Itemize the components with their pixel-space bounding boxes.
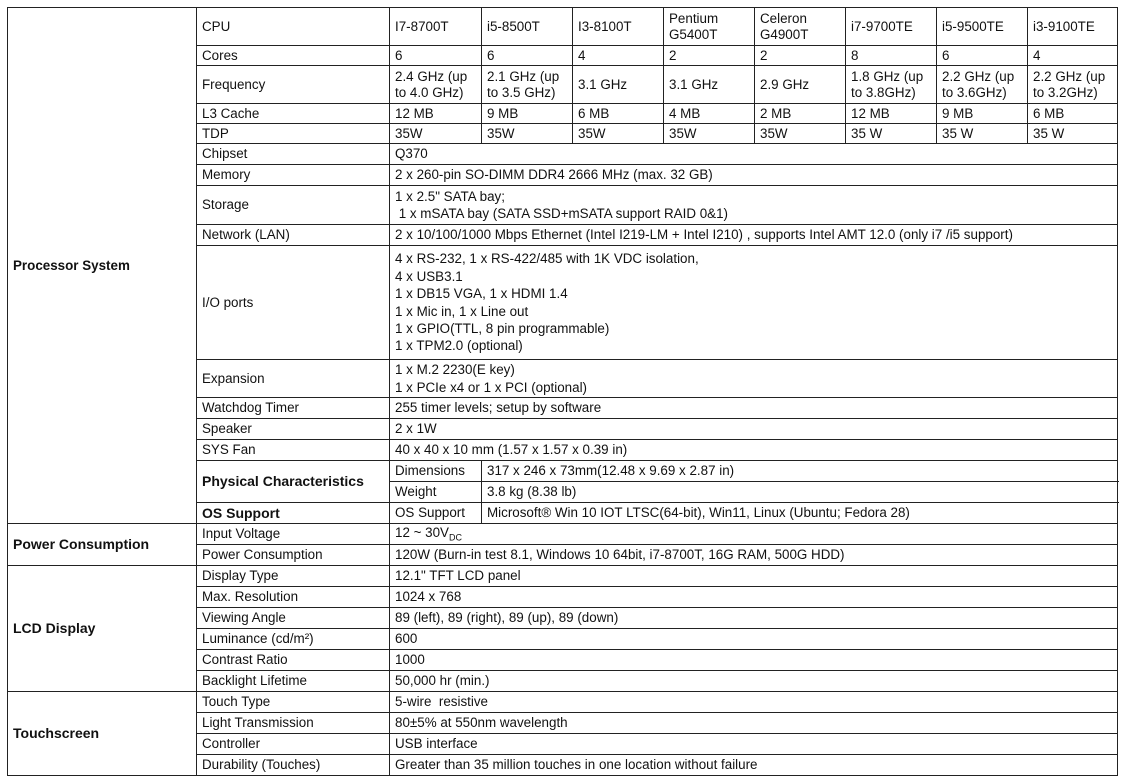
frequency-value: 2.2 GHz (up to 3.6GHz): [937, 66, 1028, 104]
io-line: 1 x GPIO(TTL, 8 pin programmable): [395, 320, 610, 336]
resolution-value: 1024 x 768: [390, 587, 1118, 608]
tdp-value: 35W: [482, 124, 573, 144]
input-voltage-label: Input Voltage: [197, 524, 390, 545]
io-line: 1 x Mic in, 1 x Line out: [395, 303, 529, 319]
power-consumption-label: Power Consumption: [197, 545, 390, 566]
io-ports-label: I/O ports: [197, 246, 390, 360]
cores-value: 2: [755, 46, 846, 66]
weight-label: Weight: [390, 482, 482, 503]
l3-cache-value: 2 MB: [755, 104, 846, 124]
backlight-value: 50,000 hr (min.): [390, 671, 1118, 692]
l3-cache-value: 12 MB: [390, 104, 482, 124]
frequency-value: 2.2 GHz (up to 3.2GHz): [1028, 66, 1118, 104]
sys-fan-value: 40 x 40 x 10 mm (1.57 x 1.57 x 0.39 in): [390, 440, 1118, 461]
weight-value: 3.8 kg (8.38 lb): [482, 482, 1118, 503]
chipset-label: Chipset: [197, 144, 390, 165]
frequency-value: 1.8 GHz (up to 3.8GHz): [846, 66, 937, 104]
power-consumption-value: 120W (Burn-in test 8.1, Windows 10 64bit, i7-8700T, 16G RAM, 500G HDD): [390, 545, 1118, 566]
category-physical: Physical Characteristics: [197, 461, 390, 503]
backlight-label: Backlight Lifetime: [197, 671, 390, 692]
resolution-label: Max. Resolution: [197, 587, 390, 608]
cores-value: 2: [664, 46, 755, 66]
contrast-label: Contrast Ratio: [197, 650, 390, 671]
luminance-label: Luminance (cd/m²): [197, 629, 390, 650]
cores-value: 6: [937, 46, 1028, 66]
viewing-angle-label: Viewing Angle: [197, 608, 390, 629]
storage-line: 1 x mSATA bay (SATA SSD+mSATA support RAID 0&1): [395, 206, 729, 221]
tdp-label: TDP: [197, 124, 390, 144]
storage-line: 1 x 2.5" SATA bay;: [395, 188, 505, 204]
l3-cache-value: 6 MB: [1028, 104, 1118, 124]
durability-value: Greater than 35 million touches in one location without failure: [390, 755, 1118, 776]
frequency-value: 3.1 GHz: [573, 66, 664, 104]
tdp-value: 35W: [390, 124, 482, 144]
speaker-value: 2 x 1W: [390, 419, 1118, 440]
touch-type-label: Touch Type: [197, 692, 390, 713]
l3-cache-value: 9 MB: [482, 104, 573, 124]
tdp-value: 35W: [664, 124, 755, 144]
os-label: OS Support: [390, 503, 482, 524]
frequency-value: 2.1 GHz (up to 3.5 GHz): [482, 66, 573, 104]
l3-cache-value: 6 MB: [573, 104, 664, 124]
network-value: 2 x 10/100/1000 Mbps Ethernet (Intel I219-LM + Intel I210) , supports Intel AMT 12.0 (only i7 /i5 support): [390, 225, 1118, 246]
expansion-line: 1 x M.2 2230(E key): [395, 362, 515, 378]
expansion-line: 1 x PCIe x4 or 1 x PCI (optional): [395, 379, 588, 395]
expansion-label: Expansion: [197, 360, 390, 398]
watchdog-value: 255 timer levels; setup by software: [390, 398, 1118, 419]
viewing-angle-value: 89 (left), 89 (right), 89 (up), 89 (down): [390, 608, 1118, 629]
touch-type-row: [8, 692, 1118, 713]
touch-type-text: 5-wire resistive: [395, 694, 489, 710]
category-power: Power Consumption: [8, 524, 197, 566]
category-processor-system: Processor System: [8, 8, 197, 524]
frequency-value: 3.1 GHz: [664, 66, 755, 104]
controller-label: Controller: [197, 734, 390, 755]
controller-value: USB interface: [390, 734, 1118, 755]
category-os: OS Support: [197, 503, 390, 524]
contrast-value: 1000: [390, 650, 1118, 671]
cpu-label: CPU: [197, 8, 390, 46]
expansion-value: [390, 360, 1118, 398]
memory-value: 2 x 260-pin SO-DIMM DDR4 2666 MHz (max. 32 GB): [390, 165, 1118, 186]
cores-value: 4: [573, 46, 664, 66]
cores-value: 6: [390, 46, 482, 66]
cpu-model: I7-8700T: [390, 8, 482, 46]
input-voltage-value: [390, 524, 1118, 545]
io-ports-value: [390, 246, 1118, 360]
light-transmission-value: 80±5% at 550nm wavelength: [390, 713, 1118, 734]
io-line: 1 x TPM2.0 (optional): [395, 338, 523, 354]
input-voltage-text: 12 ~ 30V: [395, 524, 449, 540]
category-lcd: LCD Display: [8, 566, 197, 692]
cpu-model: i5-8500T: [482, 8, 573, 46]
dimensions-label: Dimensions: [390, 461, 482, 482]
chipset-value: Q370: [390, 144, 1118, 165]
cpu-model: i5-9500TE: [937, 8, 1028, 46]
tdp-value: 35 W: [937, 124, 1028, 144]
dimensions-value: 317 x 246 x 73mm(12.48 x 9.69 x 2.87 in): [482, 461, 1118, 482]
sys-fan-label: SYS Fan: [197, 440, 390, 461]
storage-value: [390, 186, 1118, 225]
cpu-model: i3-9100TE: [1028, 8, 1118, 46]
network-label: Network (LAN): [197, 225, 390, 246]
memory-label: Memory: [197, 165, 390, 186]
durability-label: Durability (Touches): [197, 755, 390, 776]
l3-cache-value: 4 MB: [664, 104, 755, 124]
display-type-value: 12.1" TFT LCD panel: [390, 566, 1118, 587]
tdp-value: 35 W: [846, 124, 937, 144]
cores-value: 6: [482, 46, 573, 66]
cores-label: Cores: [197, 46, 390, 66]
l3-cache-label: L3 Cache: [197, 104, 390, 124]
cpu-header-row: [8, 8, 1118, 46]
frequency-value: 2.4 GHz (up to 4.0 GHz): [390, 66, 482, 104]
tdp-value: 35W: [755, 124, 846, 144]
luminance-value: 600: [390, 629, 1118, 650]
io-line: 1 x DB15 VGA, 1 x HDMI 1.4: [395, 286, 568, 302]
cores-value: 8: [846, 46, 937, 66]
display-type-row: [8, 566, 1118, 587]
os-value: Microsoft® Win 10 IOT LTSC(64-bit), Win11, Linux (Ubuntu; Fedora 28): [482, 503, 1118, 524]
cpu-model: i7-9700TE: [846, 8, 937, 46]
frequency-value: 2.9 GHz: [755, 66, 846, 104]
spec-table: [7, 7, 1118, 776]
cpu-model: Pentium G5400T: [664, 8, 755, 46]
category-touchscreen: Touchscreen: [8, 692, 197, 776]
io-line: 4 x USB3.1: [395, 268, 463, 284]
tdp-value: 35 W: [1028, 124, 1118, 144]
touch-type-value: [390, 692, 1118, 713]
light-transmission-label: Light Transmission: [197, 713, 390, 734]
input-voltage-row: [8, 524, 1118, 545]
speaker-label: Speaker: [197, 419, 390, 440]
display-type-label: Display Type: [197, 566, 390, 587]
tdp-value: 35W: [573, 124, 664, 144]
storage-label: Storage: [197, 186, 390, 225]
watchdog-label: Watchdog Timer: [197, 398, 390, 419]
l3-cache-value: 12 MB: [846, 104, 937, 124]
l3-cache-value: 9 MB: [937, 104, 1028, 124]
cpu-model: Celeron G4900T: [755, 8, 846, 46]
io-line: 4 x RS-232, 1 x RS-422/485 with 1K VDC isolation,: [395, 251, 699, 267]
cpu-model: I3-8100T: [573, 8, 664, 46]
input-voltage-sub: DC: [448, 532, 462, 543]
frequency-label: Frequency: [197, 66, 390, 104]
cores-value: 4: [1028, 46, 1118, 66]
